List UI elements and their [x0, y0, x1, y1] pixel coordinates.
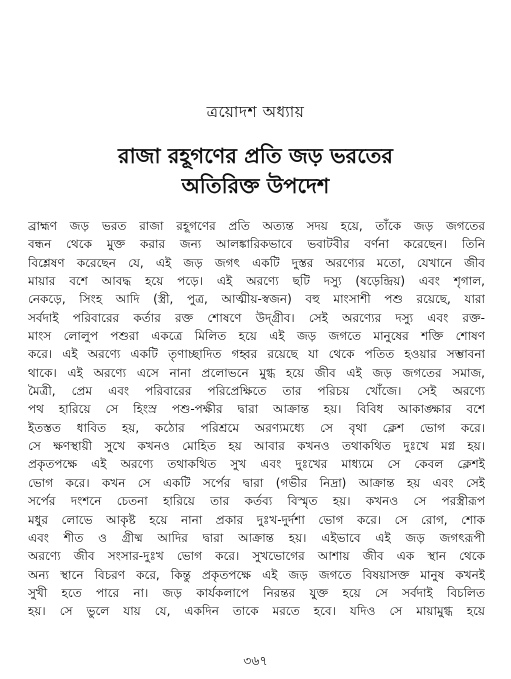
body-line: বিশ্লেষণ করেছেন যে, এই জড় জগৎ একটি দুস্তর অরণ্যের মতো, যেখানে জীব — [28, 255, 485, 270]
body-line: ব্রাহ্মণ জড় ভরত রাজা রহূগণের প্রতি অত্যন্ত সদয় হয়ে, তাঁকে জড় জগতের — [28, 219, 485, 233]
chapter-title — [0, 141, 511, 201]
body-line: ভোগ করে। কখন সে একটি সর্পের দ্বারা (গভীর নিদ্রা) আক্রান্ত হয় এবং সেই — [28, 475, 485, 490]
body-line: হয়। সে ভুলে যায় যে, একদিন তাকে মরতে হবে। যদিও সে মায়ামুগ্ধ হয়ে — [28, 604, 485, 619]
body-line: বন্ধন থেকে মুক্ত করার জন্য আলঙ্কারিকভাবে ভবাটবীর বর্ণনা করেছেন। তিনি — [28, 237, 485, 252]
body-line: করে। এই অরণ্যে একটি তৃণাচ্ছাদিত গহ্বর রয়েছে যা থেকে পতিত হওয়ার সম্ভাবনা — [28, 347, 485, 362]
body-line: নেকড়ে, সিংহ আদি (স্ত্রী, পুত্র, আত্মীয়-স্বজন) বহু মাংসাশী পশু রয়েছে, যারা — [28, 292, 485, 307]
body-line: সর্পের দংশনে চেতনা হারিয়ে তার কর্তব্য বিস্মৃত হয়। কখনও সে পরস্ত্রীরূপ — [28, 494, 485, 509]
page-number: ৩৬৭ — [243, 653, 268, 668]
title-line-1: রাজা রহূগণের প্রতি জড় ভরতের — [118, 144, 393, 168]
body-line: পথ হারিয়ে সে হিংস্র পশু-পক্ষীর দ্বারা আক্রান্ত হয়। বিবিধ আকাঙ্ক্ষার বশে — [28, 402, 485, 417]
body-line: সুখী হতে পারে না। জড় কার্যকলাপে নিরন্তর যুক্ত হয়ে সে সর্বদাই বিচলিত — [28, 585, 485, 600]
body-line: সে ক্ষণস্থায়ী সুখে কখনও মোহিত হয় আবার কখনও তথাকথিত দুঃখে মগ্ন হয়। — [28, 439, 485, 454]
body-line: মৈত্রী, প্রেম এবং পরিবারের পরিপ্রেক্ষিতে তার পরিচয় খোঁজে। সেই অরণ্যে — [28, 384, 485, 399]
body-line: থাকে। এই অরণ্যে এসে নানা প্রলোভনে মুগ্ধ হয়ে জীব এই জড় জগতের সমাজ, — [28, 365, 485, 380]
title-line-2: অতিরিক্ত উপদেশ — [181, 174, 330, 198]
body-text — [28, 217, 485, 621]
body-line: ইতস্তত ধাবিত হয়, কঠোর পরিশ্রমে অরণ্যমধ্যে সে বৃথা ক্লেশ ভোগ করে। — [28, 420, 485, 435]
body-line: অরণ্যে জীব সংসার-দুঃখ ভোগ করে। সুখভোগের আশায় জীব এক স্থান থেকে — [28, 549, 485, 564]
body-line: অন্য স্থানে বিচরণ করে, কিন্তু প্রকৃতপক্ষে এই জড় জগতে বিষয়াসক্ত মানুষ কখনই — [28, 567, 485, 582]
body-line: মধুর লোভে আকৃষ্ট হয়ে নানা প্রকার দুঃখ-দুর্দশা ভোগ করে। সে রোগ, শোক — [28, 512, 485, 527]
body-line: মাংস লোলুপ পশুরা একত্রে মিলিত হয়ে এই জড় জগতে মানুষের শক্তি শোষণ — [28, 329, 485, 344]
body-line: এবং শীত ও গ্রীষ্ম আদির দ্বারা আক্রান্ত হয়। এইভাবে এই জড় জগৎরূপী — [28, 530, 485, 545]
body-line: প্রকৃতপক্ষে এই অরণ্যে তথাকথিত সুখ এবং দুঃখের মাধ্যমে সে কেবল ক্লেশই — [28, 457, 485, 472]
chapter-label: ত্রয়োদশ অধ্যায় — [206, 103, 305, 121]
body-line: মায়ার বশে আবদ্ধ হয়ে পড়ে। এই অরণ্যে ছটি দস্যু (ষড়েন্দ্রিয়) এবং শৃগাল, — [28, 274, 485, 289]
body-line: সর্বদাই পরিবারের কর্তার রক্ত শোষণে উদ্গ্রীব। সেই অরণ্যের দস্যু এবং রক্ত- — [28, 310, 485, 325]
